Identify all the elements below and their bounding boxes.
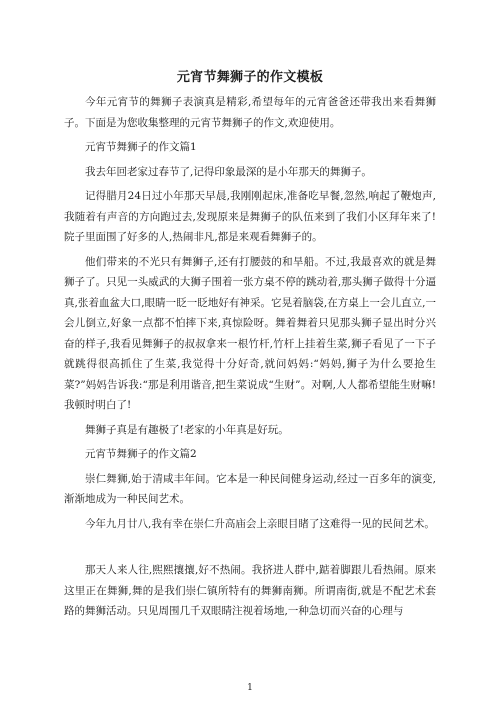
page-number: 1 [247,683,253,693]
body-paragraph: 他们带来的不光只有舞狮子,还有打腰鼓的和旱船。不过,我最喜欢的就是舞狮子了。只见一头威武的大狮子围着一张方桌不停的跳动着,那头狮子做得十分逼真,张着血盆大口,眼睛一眨一眨地好有神采。它晃着脑袋,在方桌上一会儿直立,一会儿倒立,好象一点都不怕摔下来,真惊险呀。舞着舞着只见那头狮子显出时分兴奋的样子,我看见舞狮子的叔叔拿来一根竹杆,竹杆上挂着生菜,狮子看见了一下子就跳得很高抓住了生菜,我觉得十分好奇,就问妈妈:“妈妈,狮子为什么要抢生菜?”妈妈告诉我:“那是利用谐音,把生菜说成“生财”。对啊,人人都希望能生财嘛!我顿时明白了! [64,255,436,411]
body-paragraph: 我去年回老家过春节了,记得印象最深的是小年那天的舞狮子。 [85,165,372,178]
body-paragraph: 舞狮子真是有趣极了!老家的小年真是好玩。 [85,423,289,436]
body-paragraph: 记得腊月24日过小年那天早晨,我刚刚起床,准备吃早餐,忽然,响起了鞭炮声,我随着有声音的方向跑过去,发现原来是舞狮子的队伍来到了我们小区拜年来了!院子里面围了好多的人,热闹非凡,都是来观看舞狮子的。 [64,190,436,243]
section-heading-2: 元宵节舞狮子的作文篇2 [85,448,197,460]
body-paragraph: 崇仁舞狮,始于清咸丰年间。它本是一种民间健身运动,经过一百多年的演变,渐渐地成为一种民间艺术。 [64,472,436,505]
document-title: 元宵节舞狮子的作文模板 [176,70,324,85]
intro-paragraph: 今年元宵节的舞狮子表演真是精彩,希望每年的元宵爸爸还带我出来看舞狮子。下面是为您收集整理的元宵节舞狮子的作文,欢迎使用。 [64,96,436,129]
body-paragraph: 那天人来人往,熙熙攘攘,好不热闹。我挤进人群中,踮着脚跟儿看热闹。原来这里正在舞狮,舞的是我们崇仁镇所特有的舞狮南狮。所谓南街,就是不配艺术套路的舞狮活动。只见周围几千双眼睛注视着场地,一种急切而兴奋的心理与 [64,564,436,617]
section-heading-1: 元宵节舞狮子的作文篇1 [85,141,197,153]
body-paragraph: 今年九月廿八,我有幸在崇仁升高庙会上亲眼目睹了这难得一见的民间艺术。 [85,517,435,530]
document-body [64,92,436,626]
